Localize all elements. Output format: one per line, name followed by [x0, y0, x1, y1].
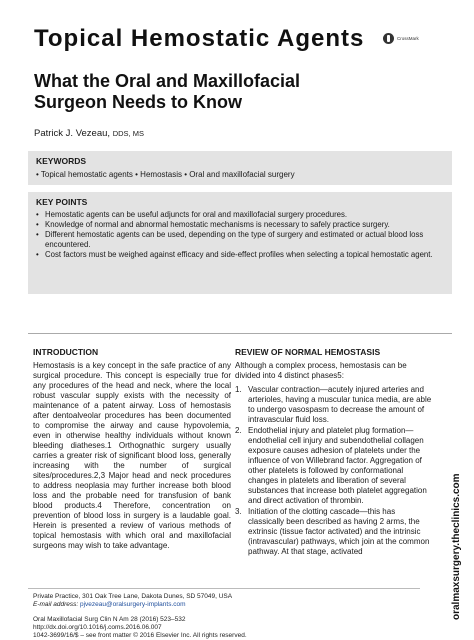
- phase-text: Initiation of the clotting cascade—this has classically been described as having 2 arms, the extrinsic (tissue factor activated) and the intrinsic (intravascular) pathways, which join at the common pathway. At that stage, activated: [248, 507, 430, 556]
- key-point-item: • Cost factors must be weighed against efficacy and side-effect profiles when selecting a topical hemostatic agent.: [36, 250, 450, 260]
- journal-side-label: oralmaxsurgery.theclinics.com: [451, 473, 462, 620]
- crossmark-icon: [383, 33, 394, 44]
- keywords-heading: KEYWORDS: [36, 156, 87, 166]
- phase-number: 2.: [235, 426, 242, 435]
- article-subtitle: What the Oral and Maxillofacial Surgeon Needs to Know: [34, 71, 301, 112]
- footer: [33, 593, 433, 640]
- author-line: [34, 128, 144, 139]
- footer-citation: Oral Maxillofacial Surg Clin N Am 28 (2016) 523–532: [33, 615, 186, 623]
- review-heading: REVIEW OF NORMAL HEMOSTASIS: [235, 347, 381, 357]
- key-point-item: • Knowledge of normal and abnormal hemostatic mechanisms is necessary to safely practice surgery.: [36, 220, 450, 230]
- phase-item: [235, 507, 433, 557]
- footer-divider: [28, 588, 420, 589]
- crossmark-badge[interactable]: [383, 33, 419, 44]
- phase-text: Vascular contraction—acutely injured arteries and arterioles, having a muscular tunica media, are able to undergo vasospasm to decrease the amount of intravascular fluid loss.: [248, 385, 432, 424]
- crossmark-label: CrossMark: [397, 36, 419, 41]
- key-points-heading: KEY POINTS: [36, 197, 88, 207]
- phase-number: 3.: [235, 507, 242, 516]
- keywords-box: [28, 151, 452, 185]
- footer-email-link[interactable]: pjvezeau@oralsurgery-implants.com: [79, 601, 186, 609]
- author-name: Patrick J. Vezeau,: [34, 128, 111, 139]
- author-degrees: DDS, MS: [112, 129, 144, 138]
- footer-doi[interactable]: http://dx.doi.org/10.1016/j.coms.2016.06.007: [33, 623, 162, 631]
- phase-item: [235, 385, 433, 425]
- phase-item: [235, 426, 433, 506]
- footer-email-line: [33, 601, 433, 609]
- review-intro: Although a complex process, hemostasis can be divided into 4 distinct phases5:: [235, 361, 407, 380]
- introduction-heading: INTRODUCTION: [33, 347, 99, 357]
- article-title: Topical Hemostatic Agents: [34, 25, 365, 52]
- key-points-box: [28, 192, 452, 294]
- introduction-column: [33, 347, 231, 551]
- phase-number: 1.: [235, 385, 242, 394]
- keywords-list: • Topical hemostatic agents • Hemostasis • Oral and maxillofacial surgery: [36, 170, 295, 179]
- footer-email-label: E-mail address:: [33, 601, 79, 609]
- key-point-item: • Different hemostatic agents can be used, depending on the type of surgery and estimated or actual blood loss encountered.: [36, 230, 450, 250]
- key-points-list: [36, 210, 450, 260]
- phase-text: Endothelial injury and platelet plug formation—endothelial cell injury and subendothelial collagen exposure causes adhesion of platelets under the influence of von Willebrand factor. Aggregation of other platelets is followed by conformational changes in platelets and liberation of several substances that increase both platelet aggregation and direct activation of thrombin.: [248, 426, 427, 505]
- introduction-text: Hemostasis is a key concept in the safe practice of any surgical procedure. This concept is especially true for any procedures of the head and neck, where the local robust vascular supply exists with the necessity of maintenance of a patent airway. Loss of hemostasis after dentoalveolar procedures has been documented to compromise the airway and cause hypovolemia, even in otherwise healthy individuals without known bleeding diatheses.1 Orthognathic surgery usually carries a greater risk of significant blood loss, generally increasing with the number of surgical sites/procedures.2,3 Major head and neck procedures to address neoplasia may further increase both blood loss and the probable need for transfusion of bank blood products.4 Therefore, concentration on prevention of blood loss in surgery is a laudable goal. Herein is presented a review of various methods of topical hemostasis with which oral and maxillofacial surgeons may wish to take advantage.: [33, 361, 231, 550]
- footer-address: Private Practice, 301 Oak Tree Lane, Dakota Dunes, SD 57049, USA: [33, 593, 233, 600]
- section-divider: [28, 333, 452, 334]
- footer-issn: 1042-3699/16/$ – see front matter © 2016 Elsevier Inc. All rights reserved.: [33, 632, 247, 640]
- phase-list: [235, 385, 433, 557]
- review-column: [235, 347, 433, 558]
- key-point-item: • Hemostatic agents can be useful adjuncts for oral and maxillofacial surgery procedures.: [36, 210, 450, 220]
